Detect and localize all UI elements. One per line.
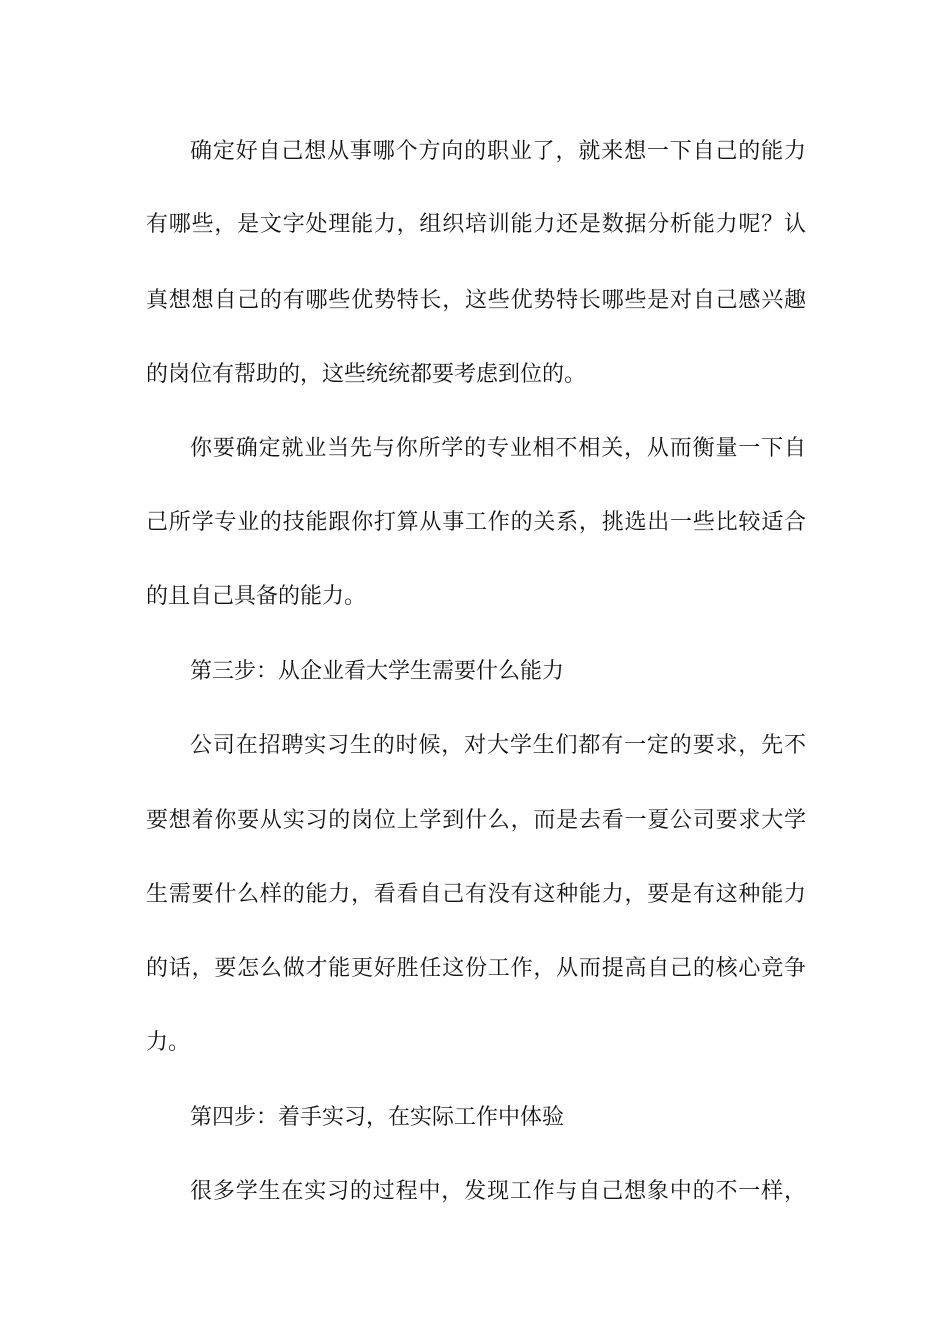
paragraph-line: 要想着你要从实习的岗位上学到什么，而是去看一夏公司要求大学 (146, 808, 806, 833)
paragraph-line: 你要确定就业当先与你所学的专业相不相关，从而衡量一下自 (190, 436, 806, 461)
paragraph-line: 生需要什么样的能力，看看自己有没有这种能力，要是有这种能力 (146, 882, 806, 907)
paragraph-line: 确定好自己想从事哪个方向的职业了，就来想一下自己的能力 (190, 139, 806, 164)
paragraph-line: 力。 (146, 1030, 191, 1055)
section-heading: 第三步：从企业看大学生需要什么能力 (190, 659, 565, 684)
paragraph-line: 公司在招聘实习生的时候，对大学生们都有一定的要求，先不 (190, 733, 806, 758)
paragraph-line: 很多学生在实习的过程中，发现工作与自己想象中的不一样， (190, 1179, 806, 1204)
paragraph-line: 的且自己具备的能力。 (146, 584, 367, 609)
paragraph-line: 的话，要怎么做才能更好胜任这份工作，从而提高自己的核心竞争 (146, 956, 806, 981)
section-heading: 第四步：着手实习，在实际工作中体验 (190, 1105, 565, 1130)
paragraph-line: 真想想自己的有哪些优势特长，这些优势特长哪些是对自己感兴趣 (146, 288, 806, 313)
paragraph-line: 己所学专业的技能跟你打算从事工作的关系，挑选出一些比较适合 (146, 510, 806, 535)
paragraph-line: 的岗位有帮助的，这些统统都要考虑到位的。 (146, 362, 587, 387)
paragraph-line: 有哪些，是文字处理能力，组织培训能力还是数据分析能力呢？认 (146, 212, 806, 237)
